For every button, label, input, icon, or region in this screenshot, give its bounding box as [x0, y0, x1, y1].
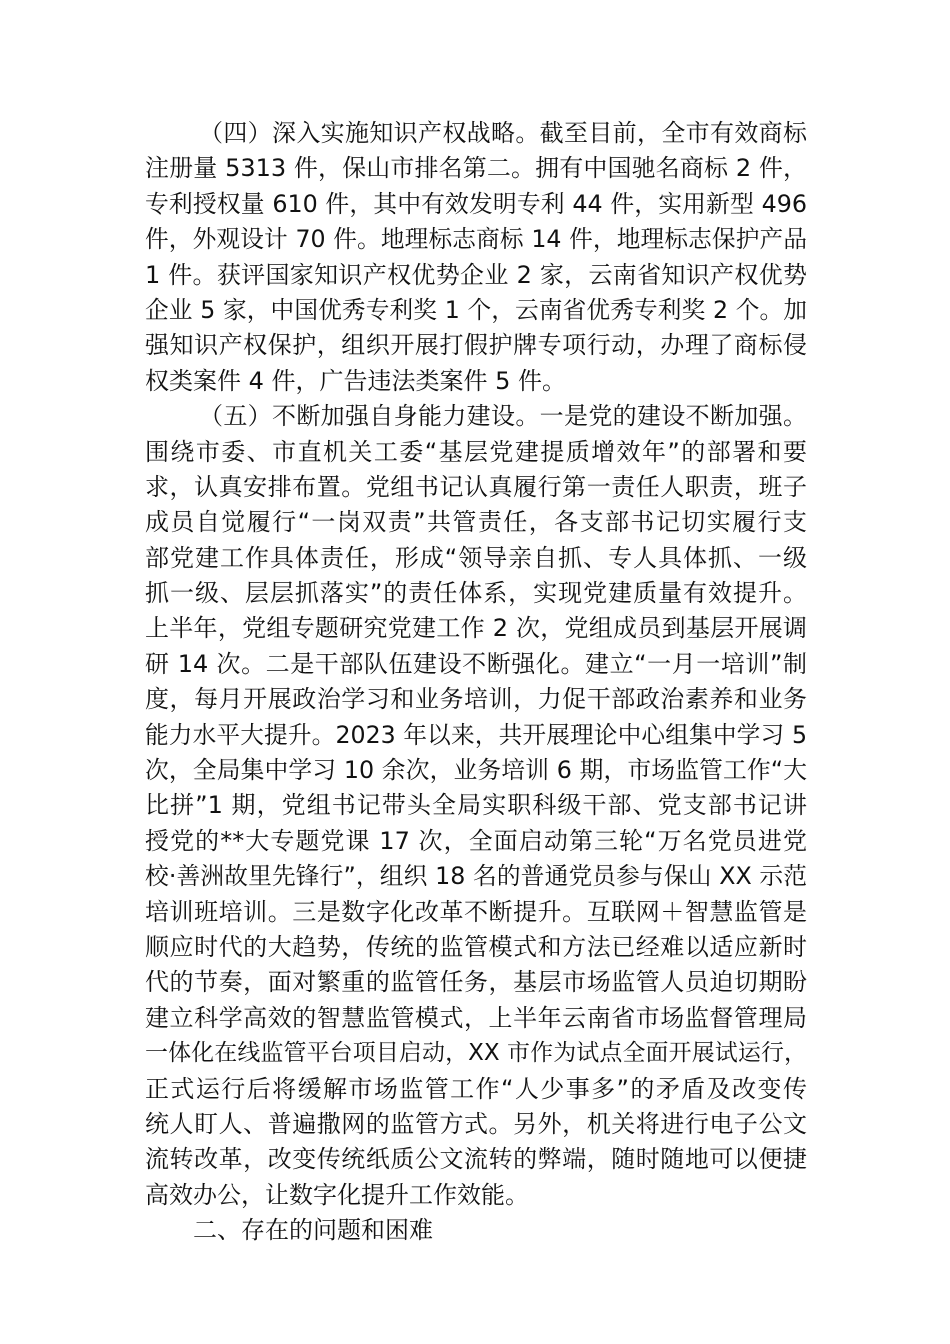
text-line: （四）深入实施知识产权战略。截至目前，全市有效商标	[199, 119, 807, 147]
text-line: 次，全局集中学习 10 余次，业务培训 6 期，市场监管工作“大	[145, 756, 807, 785]
text-line: 顺应时代的大趋势，传统的监管模式和方法已经难以适应新时	[145, 932, 807, 961]
text-line: 注册量 5313 件，保山市排名第二。拥有中国驰名商标 2 件，	[145, 154, 807, 183]
text-line: 比拼”1 期，党组书记带头全局实职科级干部、党支部书记讲	[145, 791, 807, 820]
paragraph-capacity-building	[145, 399, 807, 1213]
text-line: 1 件。获评国家知识产权优势企业 2 家，云南省知识产权优势	[145, 260, 807, 289]
text-line: 求，认真安排布置。党组书记认真履行第一责任人职责，班子	[145, 472, 807, 501]
text-line: （五）不断加强自身能力建设。一是党的建设不断加强。	[199, 402, 807, 431]
text-line: 授党的**大专题党课 17 次，全面启动第三轮“万名党员进党	[145, 826, 807, 855]
text-line: 权类案件 4 件，广告违法类案件 5 件。	[145, 366, 567, 395]
section-heading: 二、存在的问题和困难	[193, 1216, 433, 1245]
text-line: 围绕市委、市直机关工委“基层党建提质增效年”的部署和要	[145, 437, 807, 466]
paragraph-ip-strategy	[145, 116, 807, 399]
text-line: 培训班培训。三是数字化改革不断提升。互联网＋智慧监管是	[145, 897, 807, 926]
text-line: 能力水平大提升。2023 年以来，共开展理论中心组集中学习 5	[145, 720, 807, 749]
text-line: 校·善洲故里先锋行”，组织 18 名的普通党员参与保山 XX 示范	[145, 862, 807, 891]
text-line: 抓一级、层层抓落实”的责任体系，实现党建质量有效提升。	[145, 579, 807, 608]
text-line: 成员自觉履行“一岗双责”共管责任，各支部书记切实履行支	[145, 508, 807, 537]
text-line: 强知识产权保护，组织开展打假护牌专项行动，办理了商标侵	[145, 331, 807, 360]
text-line: 统人盯人、普遍撒网的监管方式。另外，机关将进行电子公文	[145, 1109, 807, 1138]
document-body	[145, 116, 807, 1249]
text-line: 件，外观设计 70 件。地理标志商标 14 件，地理标志保护产品	[145, 225, 807, 254]
text-line: 度，每月开展政治学习和业务培训，力促干部政治素养和业务	[145, 685, 807, 714]
text-line: 建立科学高效的智慧监管模式，上半年云南省市场监督管理局	[145, 1003, 807, 1032]
text-line: 正式运行后将缓解市场监管工作“人少事多”的矛盾及改变传	[145, 1074, 807, 1103]
text-line: 企业 5 家，中国优秀专利奖 1 个，云南省优秀专利奖 2 个。加	[145, 295, 807, 324]
text-line: 一体化在线监管平台项目启动，XX 市作为试点全面开展试运行，	[145, 1040, 807, 1067]
text-line: 高效办公，让数字化提升工作效能。	[145, 1180, 529, 1209]
text-line: 部党建工作具体责任，形成“领导亲自抓、专人具体抓、一级	[145, 543, 807, 572]
text-line: 代的节奏，面对繁重的监管任务，基层市场监管人员迫切期盼	[145, 968, 807, 997]
text-line: 上半年，党组专题研究党建工作 2 次，党组成员到基层开展调	[145, 614, 807, 643]
text-line: 专利授权量 610 件，其中有效发明专利 44 件，实用新型 496	[145, 189, 807, 218]
text-line: 流转改革，改变传统纸质公文流转的弊端，随时随地可以便捷	[145, 1145, 807, 1174]
text-line: 研 14 次。二是干部队伍建设不断强化。建立“一月一培训”制	[145, 649, 807, 678]
